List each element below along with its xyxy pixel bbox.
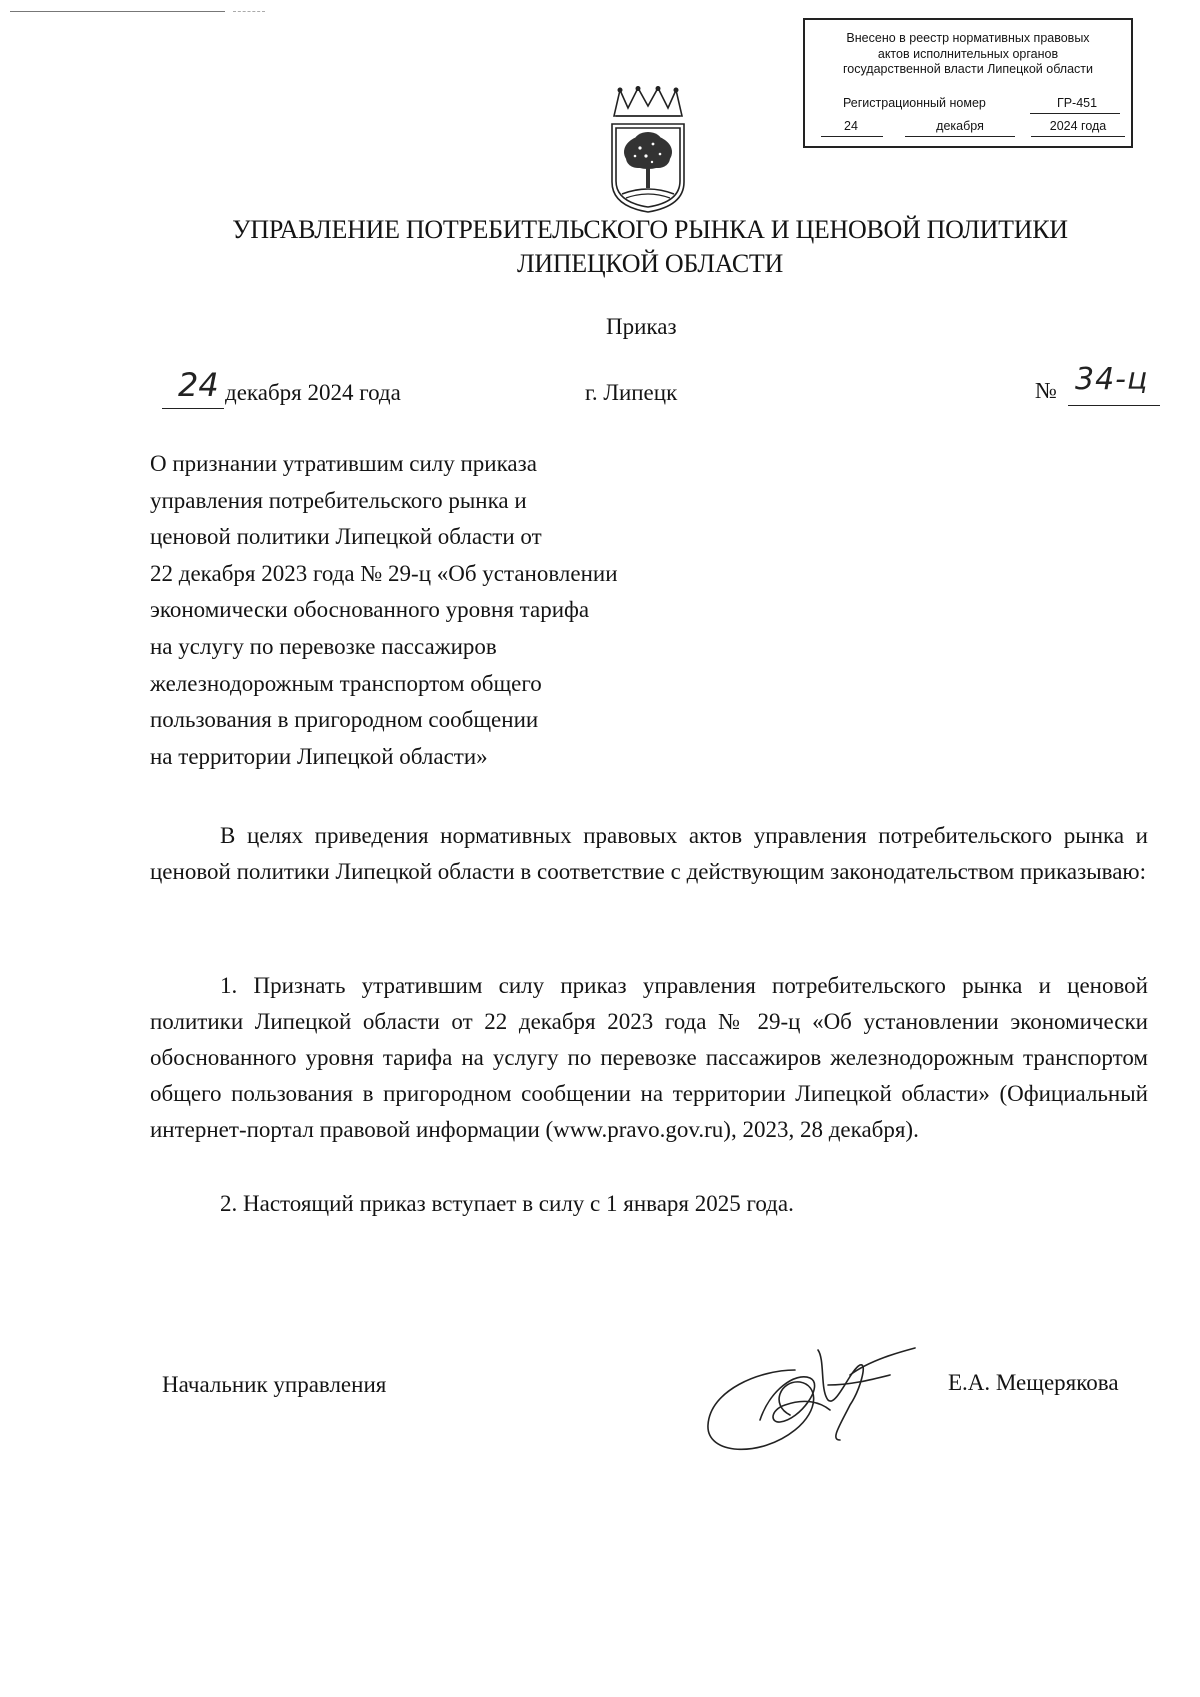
subject-line: на услугу по перевозке пассажиров [150, 633, 497, 659]
number-underline [1068, 405, 1160, 406]
document-number-handwritten: 34-ц [1075, 362, 1149, 397]
subject-line: управления потребительского рынка и [150, 487, 527, 513]
document-type: Приказ [606, 314, 677, 339]
registry-stamp [803, 18, 1133, 148]
organization-name-line-2: ЛИПЕЦКОЙ ОБЛАСТИ [517, 249, 783, 278]
reg-day: 24 [844, 119, 858, 133]
reg-number: ГР-451 [1056, 96, 1098, 110]
city: г. Липецк [585, 380, 678, 405]
organization-name-line-1: УПРАВЛЕНИЕ ПОТРЕБИТЕЛЬСКОГО РЫНКА И ЦЕНОВОЙ ПОЛИТИКИ [232, 215, 1068, 244]
registry-stamp-line-2: актов исполнительных органов [877, 46, 1059, 61]
subject-line: 22 декабря 2023 года № 29-ц «Об установлении [150, 560, 618, 586]
signatory-title: Начальник управления [162, 1372, 387, 1397]
scan-mark [10, 11, 225, 12]
date-day-handwritten: 24 [178, 366, 219, 404]
number-sign: № [1035, 378, 1057, 403]
registry-stamp-line-1: Внесено в реестр нормативных правовых [846, 31, 1090, 45]
preamble-paragraph: В целях приведения нормативных правовых актов управления потребительского рынка и ценовой политики Липецкой области в соответствие с действующим законодательством приказываю: [150, 823, 1148, 884]
registry-stamp-line-3: государственной власти Липецкой области [842, 62, 1094, 76]
subject-line: О признании утратившим силу приказа [150, 451, 537, 476]
date-text: декабря 2024 года [225, 380, 401, 405]
signatory-name: Е.А. Мещерякова [948, 1370, 1119, 1395]
order-item-1: 1. Признать утратившим силу приказ управления потребительского рынка и ценовой политики Липецкой области от 22 декабря 2023 года № 29-ц «Об установлении экономически обоснованного уровня тарифа на услугу по перевозке пассажиров железнодорожным транспортом общего пользования в пригородном сообщении на территории Липецкой области» (Официальный интернет-портал правовой информации (www.pravo.gov.ru), 2023, 28 декабря). [150, 973, 1148, 1142]
reg-month: декабря [936, 119, 984, 133]
handwritten-signature-icon [700, 1330, 930, 1465]
subject-line: ценовой политики Липецкой области от [150, 524, 542, 550]
document-subject [150, 446, 790, 775]
reg-number-label: Регистрационный номер [843, 96, 986, 110]
subject-line: пользования в пригородном сообщении [150, 707, 539, 733]
reg-year: 2024 года [1049, 119, 1107, 133]
subject-line: экономически обоснованного уровня тарифа [150, 597, 590, 623]
order-item-2: 2. Настоящий приказ вступает в силу с 1 января 2025 года. [220, 1191, 794, 1216]
scan-mark-dashed [233, 11, 265, 12]
subject-line: железнодорожным транспортом общего [150, 670, 542, 696]
coat-of-arms-icon [608, 86, 688, 216]
date-underline [162, 408, 224, 409]
subject-line: на территории Липецкой области» [150, 743, 488, 769]
organization-name [150, 213, 1150, 281]
